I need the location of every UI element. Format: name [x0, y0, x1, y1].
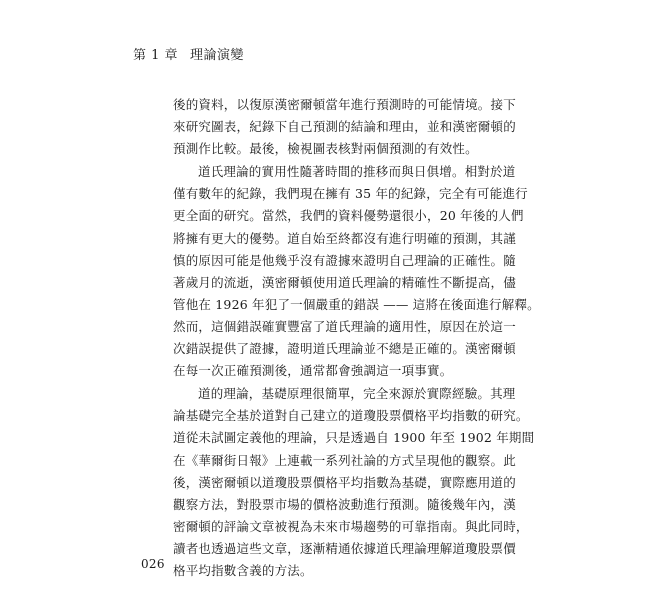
text-line: 著歲月的流逝，漢密爾頓使用道氏理論的精確性不斷提高，儘: [173, 274, 516, 290]
text-line: 讀者也透過這些文章，逐漸精通依據道氏理論理解道瓊股票價: [173, 540, 516, 556]
text-line: 更全面的研究。當然，我們的資料優勢還很小，20 年後的人們: [173, 208, 524, 224]
paragraph-1: [173, 94, 516, 160]
text-line: 道的理論，基礎原理很簡單，完全來源於實際經驗。其理: [198, 386, 516, 402]
text-line: 管他在 1926 年犯了一個嚴重的錯誤 —— 這將在後面進行解釋。: [173, 296, 540, 312]
text-line: 慎的原因可能是他幾乎沒有證據來證明自己理論的正確性。隨: [173, 252, 516, 268]
text-line: 觀察方法，對股票市場的價格波動進行預測。隨後幾年內，漢: [173, 496, 516, 512]
text-line: 道氏理論的實用性隨著時間的推移而與日俱增。相對於道: [198, 164, 516, 180]
text-line: 僅有數年的紀錄，我們現在擁有 35 年的紀錄，完全有可能進行: [173, 186, 528, 202]
text-line: 然而，這個錯誤確實豐富了道氏理論的適用性，原因在於這一: [173, 318, 516, 334]
chapter-number: 第 1 章: [133, 48, 179, 63]
text-line: 論基礎完全基於道對自己建立的道瓊股票價格平均指數的研究。: [173, 408, 529, 424]
body-text: [173, 94, 540, 583]
running-header: [133, 44, 244, 63]
paragraph-2: [173, 161, 540, 382]
text-line: 預測作比較。最後，檢視圖表核對兩個預測的有效性。: [173, 141, 478, 157]
text-line: 在每一次正確預測後，通常都會強調這一項事實。: [173, 363, 453, 379]
text-line: 來研究圖表，紀錄下自己預測的結論和理由，並和漢密爾頓的: [173, 119, 516, 135]
paragraph-3: [173, 383, 535, 582]
text-line: 後的資料，以復原漢密爾頓當年進行預測時的可能情境。接下: [173, 97, 516, 112]
text-line: 密爾頓的評論文章被視為未來市場趨勢的可靠指南。與此同時，: [173, 518, 529, 534]
chapter-title: 理論演變: [190, 48, 245, 63]
page-number: 026: [141, 557, 165, 571]
text-line: 道從未試圖定義他的理論，只是透過自 1900 年至 1902 年期間: [173, 430, 535, 446]
text-line: 在《華爾街日報》上連載一系列社論的方式呈現他的觀察。此: [173, 452, 516, 468]
text-line: 將擁有更大的優勢。道自始至終都沒有進行明確的預測，其謹: [173, 230, 516, 246]
text-line: 格平均指數含義的方法。: [173, 562, 313, 578]
text-line: 次錯誤提供了證據，證明道氏理論並不總是正確的。漢密爾頓: [173, 341, 516, 357]
text-line: 後，漢密爾頓以道瓊股票價格平均指數為基礎，實際應用道的: [173, 474, 516, 490]
